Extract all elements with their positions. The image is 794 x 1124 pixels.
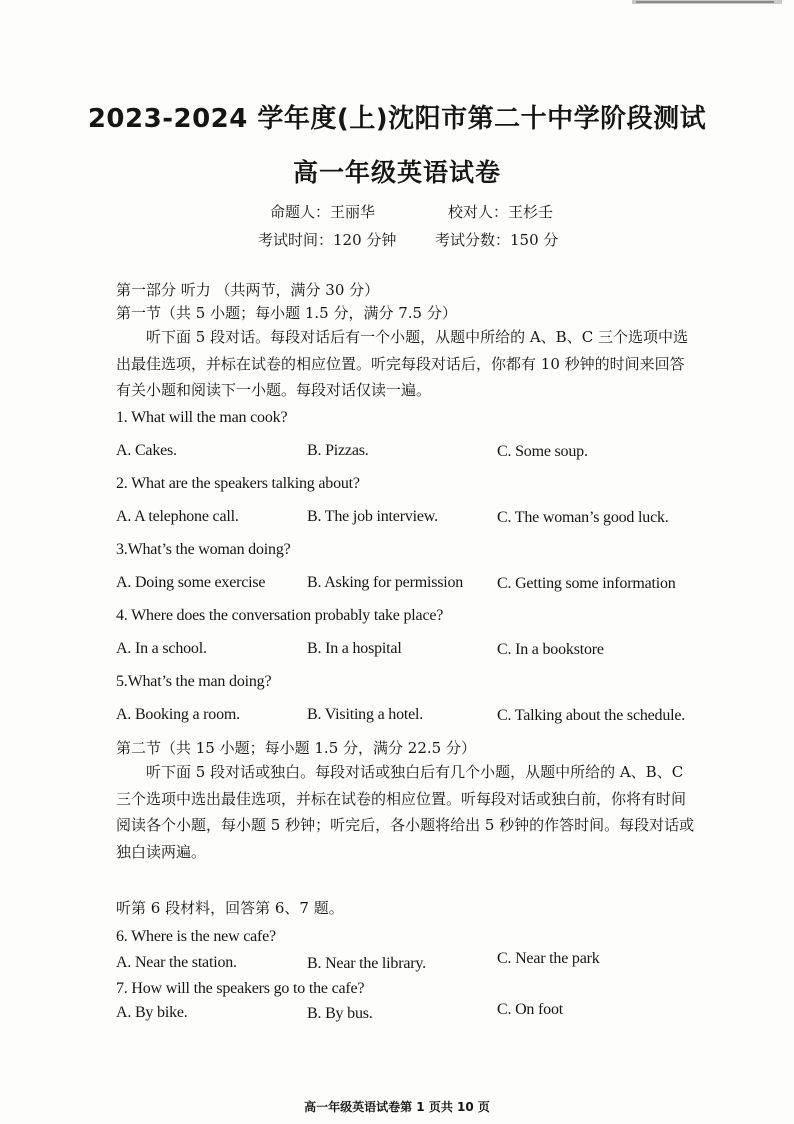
section2-title: 第二节（共 15 小题；每小题 1.5 分，满分 22.5 分） [116, 739, 476, 757]
q2-option-b[interactable]: B. The job interview. [307, 508, 438, 525]
q3-option-c[interactable]: C. Getting some information [497, 575, 676, 592]
q5-option-c[interactable]: C. Talking about the schedule. [497, 707, 686, 724]
author: 命题人：王丽华 [270, 203, 376, 221]
q2-option-c[interactable]: C. The woman’s good luck. [497, 509, 669, 526]
question-5: 5.What’s the man doing? [116, 673, 272, 690]
q7-option-c[interactable]: C. On foot [497, 1001, 564, 1018]
q5-option-b[interactable]: B. Visiting a hotel. [307, 706, 424, 723]
question-2: 2. What are the speakers talking about? [116, 475, 360, 492]
exam-time: 考试时间：120 分钟 [258, 231, 397, 249]
q6-option-b[interactable]: B. Near the library. [307, 955, 426, 972]
section1-title: 第一节（共 5 小题；每小题 1.5 分，满分 7.5 分） [116, 304, 457, 322]
q7-option-b[interactable]: B. By bus. [307, 1005, 373, 1022]
question-6: 6. Where is the new cafe? [116, 928, 276, 945]
q3-option-a[interactable]: A. Doing some exercise [116, 574, 266, 591]
page-footer: 高一年级英语试卷第 1 页共 10 页 [304, 1100, 490, 1114]
q1-option-a[interactable]: A. Cakes. [116, 442, 177, 459]
q2-option-a[interactable]: A. A telephone call. [116, 508, 239, 525]
part1-title: 第一部分 听力 （共两节，满分 30 分） [116, 281, 380, 299]
q6-option-a[interactable]: A. Near the station. [116, 954, 237, 971]
q7-option-a[interactable]: A. By bike. [116, 1004, 188, 1021]
q4-option-c[interactable]: C. In a bookstore [497, 641, 604, 658]
exam-title: 2023-2024 学年度(上)沈阳市第二十中学阶段测试 [87, 104, 707, 134]
question-1: 1. What will the man cook? [116, 409, 288, 426]
exam-subtitle: 高一年级英语试卷 [292, 158, 501, 187]
question-3: 3.What’s the woman doing? [116, 541, 291, 558]
q1-option-c[interactable]: C. Some soup. [497, 443, 588, 460]
q3-option-b[interactable]: B. Asking for permission [307, 574, 464, 591]
q5-option-a[interactable]: A. Booking a room. [116, 706, 240, 723]
q1-option-b[interactable]: B. Pizzas. [307, 442, 369, 459]
q4-option-a[interactable]: A. In a school. [116, 640, 207, 657]
question-4: 4. Where does the conversation probably take place? [116, 607, 444, 624]
proofreader: 校对人：王杉壬 [448, 203, 554, 221]
question-7: 7. How will the speakers go to the cafe? [116, 980, 365, 997]
q6-option-c[interactable]: C. Near the park [497, 950, 600, 967]
section2-instructions: 听下面 5 段对话或独白。每段对话或独白后有几个小题，从题中所给的 A、B、C 三个选项中选出最佳选项，并标在试卷的相应位置。听每段对话或独白前，你将有时间阅读各个小题，每小题 5 秒钟；听完后，各小题将给出 5 秒钟的作答时间。每段对话或独白读两遍。 [116, 763, 695, 861]
scan-edge-mark [632, 0, 782, 10]
section1-instructions: 听下面 5 段对话。每段对话后有一个小题，从题中所给的 A、B、C 三个选项中选出最佳选项，并标在试卷的相应位置。听完每段对话后，你都有 10 秒钟的时间来回答有关小题和阅读下一小题。每段对话仅读一遍。 [116, 328, 688, 399]
material-6-heading: 听第 6 段材料，回答第 6、7 题。 [116, 899, 344, 917]
q4-option-b[interactable]: B. In a hospital [307, 640, 402, 657]
exam-score: 考试分数：150 分 [435, 231, 559, 249]
